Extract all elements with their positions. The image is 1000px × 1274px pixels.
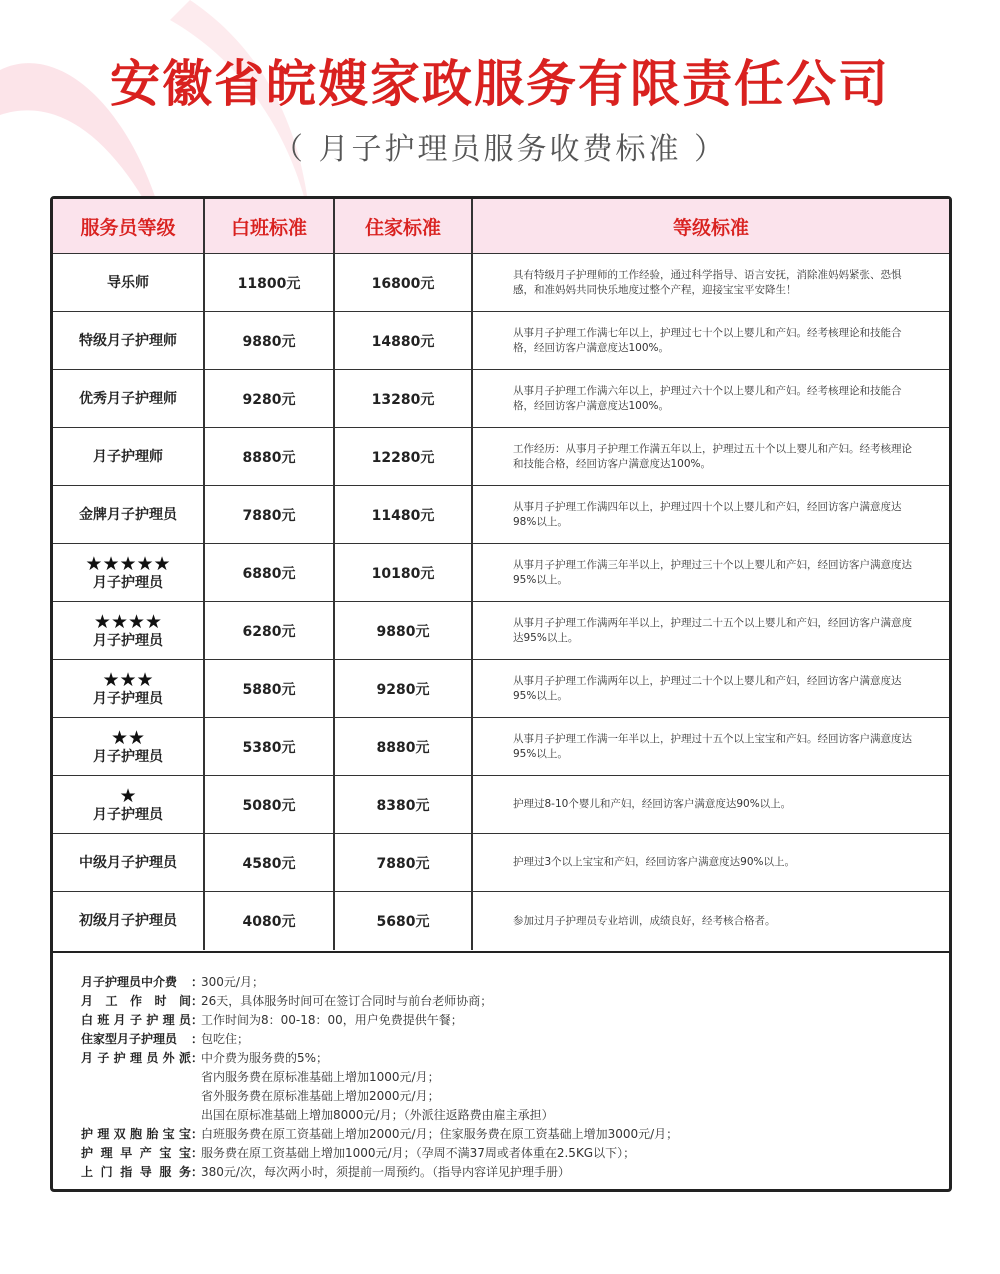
grade-label: 特级月子护理师 <box>79 332 177 349</box>
grade-cell <box>53 486 205 543</box>
day-rate-cell: 5380元 <box>205 718 335 775</box>
day-rate-cell: 5880元 <box>205 660 335 717</box>
live-in-rate-cell: 9280元 <box>335 660 473 717</box>
grade-label: 初级月子护理员 <box>79 913 177 929</box>
day-rate-cell: 5080元 <box>205 776 335 833</box>
note-label: 月 工 作 时 间 <box>81 994 191 1008</box>
page-title: 安徽省皖嫂家政服务有限责任公司 <box>110 55 890 113</box>
grade-label: 月子护理员 <box>93 574 163 591</box>
note-separator: ： <box>191 1051 204 1065</box>
level-description-cell: 从事月子护理工作满一年半以上，护理过十五个以上宝宝和产妇。经回访客户满意度达95%以上。 <box>513 732 912 760</box>
note-text: 省内服务费在原标准基础上增加1000元/月； <box>201 1070 440 1084</box>
live-in-rate-cell: 12280元 <box>335 428 473 485</box>
grade-cell <box>53 312 205 369</box>
live-in-rate-cell: 11480元 <box>335 486 473 543</box>
note-label: 白 班 月 子 护 理 员 <box>81 1013 191 1027</box>
note-text: 白班服务费在原工资基础上增加2000元/月；住家服务费在原工资基础上增加3000元/月； <box>201 1127 679 1141</box>
grade-label: 月子护理员 <box>93 632 163 649</box>
level-description-cell: 从事月子护理工作满两年以上，护理过二十个以上婴儿和产妇，经回访客户满意度达95%以上。 <box>513 674 902 702</box>
grade-cell <box>53 776 205 833</box>
grade-cell <box>53 718 205 775</box>
grade-label: 月子护理员 <box>93 806 163 823</box>
day-rate-cell: 8880元 <box>205 428 335 485</box>
note-label: 护 理 双 胞 胎 宝 宝 <box>81 1127 191 1141</box>
table-row <box>53 660 949 718</box>
level-description-cell: 从事月子护理工作满三年半以上，护理过三十个以上婴儿和产妇，经回访客户满意度达95%以上。 <box>513 558 912 586</box>
note-text: 服务费在原工资基础上增加1000元/月；（孕周不满37周或者体重在2.5KG以下）； <box>201 1146 636 1160</box>
level-description-cell: 从事月子护理工作满两年半以上，护理过二十五个以上婴儿和产妇，经回访客户满意度达95%以上。 <box>513 616 912 644</box>
level-description-cell: 护理过8-10个婴儿和产妇，经回访客户满意度达90%以上。 <box>513 798 792 810</box>
level-description-cell: 具有特级月子护理师的工作经验，通过科学指导、语言安抚，消除准妈妈紧张、恐惧感，和准妈妈共同快乐地度过整个产程，迎接宝宝平安降生！ <box>513 268 902 296</box>
note-separator: ： <box>191 975 204 989</box>
grade-label: 月子护理员 <box>93 690 163 707</box>
note-line <box>81 1144 921 1163</box>
level-description-cell: 护理过3个以上宝宝和产妇，经回访客户满意度达90%以上。 <box>513 856 796 868</box>
table-row <box>53 428 949 486</box>
grade-label: 月子护理员 <box>93 748 163 765</box>
level-description-cell: 工作经历：从事月子护理工作满五年以上，护理过五十个以上婴儿和产妇。经考核理论和技能合格，经回访客户满意度达100%。 <box>513 442 912 470</box>
table-header-row <box>53 199 949 254</box>
day-rate-cell: 6280元 <box>205 602 335 659</box>
note-line <box>81 1087 921 1106</box>
table-row <box>53 602 949 660</box>
page-subtitle: （ 月子护理员服务收费标准 ） <box>272 132 728 167</box>
level-description-cell: 参加过月子护理员专业培训，成绩良好，经考核合格者。 <box>513 914 776 927</box>
note-label: 月 子 护 理 员 外 派 <box>81 1051 191 1065</box>
live-in-rate-cell: 8880元 <box>335 718 473 775</box>
note-line <box>81 1068 921 1087</box>
note-text: 包吃住； <box>201 1032 250 1046</box>
note-text: 省外服务费在原标准基础上增加2000元/月； <box>201 1089 440 1103</box>
price-table <box>53 199 949 953</box>
note-text: 工作时间为8：00-18：00，用户免费提供午餐； <box>201 1013 463 1027</box>
grade-cell <box>53 544 205 601</box>
grade-cell <box>53 892 205 950</box>
live-in-rate-cell: 13280元 <box>335 370 473 427</box>
table-row <box>53 776 949 834</box>
day-rate-cell: 9280元 <box>205 370 335 427</box>
day-rate-cell: 6880元 <box>205 544 335 601</box>
note-text: 出国在原标准基础上增加8000元/月；（外派往返路费由雇主承担） <box>201 1108 554 1122</box>
day-rate-cell: 4580元 <box>205 834 335 891</box>
live-in-rate-cell: 7880元 <box>335 834 473 891</box>
grade-cell <box>53 370 205 427</box>
note-label: 月子护理员中介费 <box>81 975 178 989</box>
header-day-rate: 白班标准 <box>205 199 335 253</box>
note-text: 380元/次，每次两小时，须提前一周预约。（指导内容详见护理手册） <box>201 1165 570 1179</box>
level-description-cell: 从事月子护理工作满七年以上，护理过七十个以上婴儿和产妇。经考核理论和技能合格，经回访客户满意度达100%。 <box>513 326 902 354</box>
grade-label: 金牌月子护理员 <box>79 506 177 523</box>
note-separator: ： <box>191 1146 204 1160</box>
note-line <box>81 1163 921 1182</box>
grade-cell <box>53 254 205 311</box>
level-description-cell: 从事月子护理工作满四年以上，护理过四十个以上婴儿和产妇，经回访客户满意度达98%以上。 <box>513 500 902 528</box>
grade-label: 优秀月子护理师 <box>79 390 177 407</box>
live-in-rate-cell: 10180元 <box>335 544 473 601</box>
note-line <box>81 1030 921 1049</box>
note-line <box>81 1106 921 1125</box>
grade-cell <box>53 834 205 891</box>
note-line <box>81 1049 921 1068</box>
table-row <box>53 254 949 312</box>
table-row <box>53 312 949 370</box>
day-rate-cell: 4080元 <box>205 892 335 950</box>
grade-label: 月子护理师 <box>93 448 163 465</box>
note-separator: ： <box>191 994 204 1008</box>
grade-label: 导乐师 <box>107 274 149 291</box>
live-in-rate-cell: 16800元 <box>335 254 473 311</box>
table-row <box>53 892 949 950</box>
star-rating-icon: ★★★ <box>102 668 154 691</box>
header-level-standard: 等级标准 <box>672 216 749 239</box>
grade-label: 中级月子护理员 <box>79 854 177 871</box>
note-separator: ： <box>191 1032 204 1046</box>
note-label: 住家型月子护理员 <box>81 1032 178 1046</box>
note-separator: ： <box>191 1127 204 1141</box>
day-rate-cell: 11800元 <box>205 254 335 311</box>
table-row <box>53 370 949 428</box>
note-separator: ： <box>191 1013 204 1027</box>
live-in-rate-cell: 14880元 <box>335 312 473 369</box>
grade-cell <box>53 602 205 659</box>
level-description-cell: 从事月子护理工作满六年以上，护理过六十个以上婴儿和产妇。经考核理论和技能合格，经回访客户满意度达100%。 <box>513 384 902 412</box>
notes-section <box>81 973 921 1182</box>
table-row <box>53 486 949 544</box>
star-rating-icon: ★★★★★ <box>85 552 171 575</box>
table-row <box>53 718 949 776</box>
note-separator: ： <box>191 1165 204 1179</box>
note-line <box>81 973 921 992</box>
header-live-in-rate: 住家标准 <box>335 199 473 253</box>
note-line <box>81 992 921 1011</box>
day-rate-cell: 9880元 <box>205 312 335 369</box>
note-text: 300元/月； <box>201 975 264 989</box>
star-rating-icon: ★★ <box>110 726 146 749</box>
header-grade: 服务员等级 <box>53 199 205 253</box>
live-in-rate-cell: 8380元 <box>335 776 473 833</box>
star-rating-icon: ★ <box>119 784 137 807</box>
live-in-rate-cell: 5680元 <box>335 892 473 950</box>
note-text: 26天，具体服务时间可在签订合同时与前台老师协商； <box>201 994 493 1008</box>
star-rating-icon: ★★★★ <box>93 610 163 633</box>
table-row <box>53 834 949 892</box>
note-text: 中介费为服务费的5%； <box>201 1051 329 1065</box>
note-line <box>81 1125 921 1144</box>
grade-cell <box>53 428 205 485</box>
price-frame <box>50 196 952 1192</box>
note-label: 护 理 早 产 宝 宝 <box>81 1146 191 1160</box>
day-rate-cell: 7880元 <box>205 486 335 543</box>
grade-cell <box>53 660 205 717</box>
note-label: 上 门 指 导 服 务 <box>81 1165 191 1179</box>
note-line <box>81 1011 921 1030</box>
table-row <box>53 544 949 602</box>
live-in-rate-cell: 9880元 <box>335 602 473 659</box>
